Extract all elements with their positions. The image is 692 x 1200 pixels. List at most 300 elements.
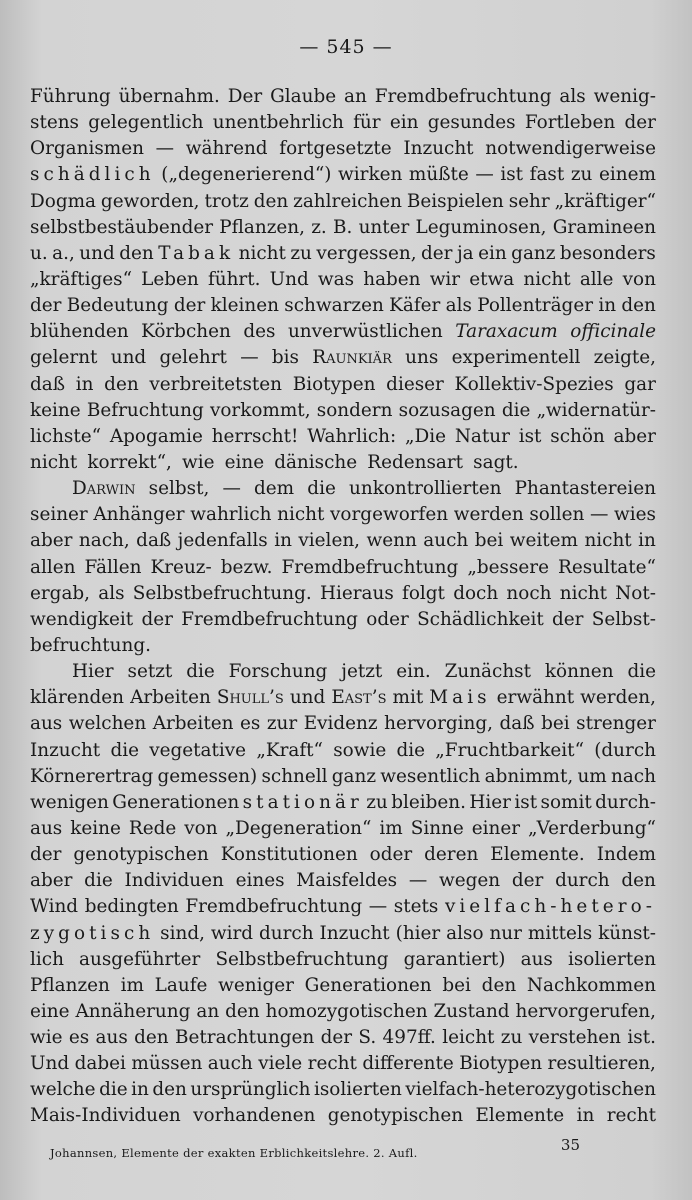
text-word: gelernt bbox=[30, 347, 98, 369]
text-word: auch bbox=[423, 530, 469, 552]
text-word: den bbox=[481, 974, 517, 996]
text-word: wie bbox=[30, 1027, 63, 1049]
text-word: nicht bbox=[584, 530, 632, 552]
text-word: durch- bbox=[595, 791, 656, 813]
text-line bbox=[30, 738, 656, 764]
text-word: um bbox=[577, 765, 607, 787]
text-word: ist bbox=[500, 164, 524, 186]
text-word: schädlich bbox=[30, 164, 155, 186]
text-word: B. bbox=[332, 216, 353, 238]
text-word: gar bbox=[624, 373, 656, 395]
text-word: Kollektiv-Spezies bbox=[454, 373, 614, 395]
text-line bbox=[30, 816, 656, 842]
text-word: aus bbox=[30, 817, 63, 839]
text-line bbox=[30, 1103, 656, 1129]
text-word: durch bbox=[259, 922, 314, 944]
text-word: vorhandenen bbox=[193, 1105, 316, 1127]
text-word: leicht bbox=[442, 1027, 495, 1049]
text-word: und bbox=[289, 687, 326, 709]
text-word: Selbstbefruchtung. bbox=[132, 582, 312, 604]
text-word: unter bbox=[358, 216, 410, 238]
text-line bbox=[30, 1025, 656, 1051]
text-word: sowie bbox=[333, 739, 387, 761]
text-word: wesentlich bbox=[380, 765, 481, 787]
text-word: z. bbox=[311, 216, 327, 238]
body-text bbox=[30, 84, 656, 1130]
text-word: ursprünglich bbox=[190, 1079, 311, 1101]
text-word: „Verderbung“ bbox=[528, 817, 656, 839]
text-word: Leben bbox=[141, 268, 199, 290]
text-word: etwa bbox=[469, 268, 515, 290]
text-line bbox=[30, 711, 656, 737]
text-line bbox=[30, 267, 656, 293]
text-word: „Die bbox=[405, 425, 447, 447]
text-word: wenn bbox=[366, 530, 417, 552]
text-word: „kräftiges“ bbox=[30, 268, 133, 290]
text-word: recht bbox=[606, 1105, 656, 1127]
text-word: die bbox=[186, 661, 215, 683]
text-word: gelehrt bbox=[159, 347, 227, 369]
text-word: des bbox=[243, 321, 276, 343]
text-word: — bbox=[589, 504, 609, 526]
text-word: „Fruchtbarkeit“ bbox=[435, 739, 584, 761]
text-word: zu bbox=[570, 164, 593, 186]
text-line bbox=[30, 894, 656, 920]
text-line bbox=[30, 84, 656, 110]
text-word: Inzucht bbox=[30, 739, 101, 761]
text-word: wenig- bbox=[593, 86, 656, 107]
text-word: experimentell bbox=[451, 347, 581, 369]
text-word: Inzucht bbox=[403, 138, 474, 160]
text-word: Fremdbefruchtung bbox=[374, 86, 552, 107]
text-word: übernahm. bbox=[118, 86, 220, 107]
text-word: wies bbox=[614, 504, 656, 526]
text-word: der bbox=[320, 1027, 353, 1049]
text-word: Apogamie bbox=[109, 425, 203, 447]
text-word: Raunkiär bbox=[312, 347, 392, 369]
text-word: Pflanzen bbox=[30, 974, 110, 996]
text-line bbox=[30, 502, 656, 528]
text-word: korrekt“, bbox=[87, 451, 172, 473]
text-word: „Kraft“ bbox=[256, 739, 323, 761]
text-word: ganz bbox=[511, 242, 556, 264]
text-word: welchen bbox=[68, 713, 147, 735]
text-word: im bbox=[120, 974, 144, 996]
text-word: isolierten bbox=[567, 948, 656, 970]
text-word: fortgesetzte bbox=[279, 138, 392, 160]
text-word: ein bbox=[478, 242, 507, 264]
text-word: aus bbox=[30, 713, 63, 735]
text-word: Fällen bbox=[84, 556, 142, 578]
text-word: im bbox=[379, 817, 403, 839]
text-word: (hier bbox=[395, 922, 441, 944]
text-word: genotypischen bbox=[327, 1105, 464, 1127]
text-word: Natur bbox=[454, 425, 510, 447]
text-word: Elemente bbox=[475, 1105, 565, 1127]
text-word: „bessere bbox=[467, 556, 549, 578]
text-word: eine bbox=[30, 1000, 70, 1022]
text-word: werden bbox=[453, 504, 524, 526]
text-word: und bbox=[79, 242, 115, 264]
text-word: — bbox=[155, 138, 175, 160]
text-word: wahrlich bbox=[190, 504, 272, 526]
text-word: dem bbox=[254, 478, 295, 500]
text-word: kleinen bbox=[210, 295, 279, 317]
text-word: strenger bbox=[576, 713, 656, 735]
text-line bbox=[30, 424, 656, 450]
text-word: zu bbox=[290, 242, 312, 264]
text-word: den bbox=[134, 1027, 169, 1049]
text-word: Arbeiten bbox=[152, 713, 234, 735]
text-word: Fremdbefruchtung bbox=[185, 896, 363, 918]
text-word: Selbst- bbox=[591, 608, 656, 630]
text-word: verbreitetsten bbox=[149, 373, 283, 395]
text-word: Hier bbox=[72, 661, 114, 683]
text-word: müßte bbox=[408, 164, 469, 186]
text-word: es bbox=[68, 1027, 90, 1049]
text-word: zu bbox=[366, 791, 388, 813]
text-word: eines bbox=[235, 870, 285, 892]
text-word: die bbox=[84, 870, 113, 892]
text-word: aber bbox=[30, 870, 73, 892]
text-word: Individuen bbox=[124, 870, 224, 892]
text-word: zur bbox=[266, 713, 298, 735]
text-word: für bbox=[353, 112, 381, 134]
text-word: führt. bbox=[207, 268, 261, 290]
text-line bbox=[30, 450, 656, 476]
text-word: oder bbox=[369, 844, 413, 866]
text-line bbox=[30, 476, 656, 502]
text-word: einem bbox=[599, 164, 656, 186]
text-word: vielen, bbox=[298, 530, 361, 552]
text-word: aus bbox=[520, 948, 553, 970]
text-word: in bbox=[131, 1079, 149, 1101]
text-word: Redensart bbox=[367, 451, 464, 473]
text-word: den bbox=[253, 190, 289, 212]
text-word: Selbstbefruchtung bbox=[215, 948, 389, 970]
text-word: den bbox=[621, 295, 656, 317]
text-word: Zunächst bbox=[444, 661, 531, 683]
text-word: S. bbox=[358, 1027, 377, 1049]
text-word: daß bbox=[30, 373, 66, 395]
text-line bbox=[30, 345, 656, 371]
text-word: bedingten bbox=[84, 896, 179, 918]
text-word: fast bbox=[529, 164, 565, 186]
text-word: zahlreichen bbox=[293, 190, 402, 212]
text-word: folgt bbox=[402, 582, 445, 604]
text-word: unkontrollierten bbox=[349, 478, 502, 500]
text-word: „widernatür- bbox=[536, 399, 656, 421]
text-word: wird bbox=[210, 922, 254, 944]
text-word: aber bbox=[613, 425, 656, 447]
text-line bbox=[30, 162, 656, 188]
text-word: Nachkommen bbox=[526, 974, 656, 996]
text-word: recht bbox=[307, 1053, 357, 1075]
text-word: der bbox=[421, 242, 453, 264]
text-word: Biotypen bbox=[292, 373, 376, 395]
text-word: „kräftiger“ bbox=[554, 190, 656, 212]
text-line bbox=[30, 110, 656, 136]
text-word: befruchtung. bbox=[30, 634, 151, 656]
text-word: und bbox=[110, 347, 147, 369]
text-word: „Degeneration“ bbox=[225, 817, 372, 839]
text-word: Dogma bbox=[30, 190, 96, 212]
text-word: viele bbox=[258, 1053, 303, 1075]
text-word: die bbox=[396, 739, 426, 761]
text-line bbox=[30, 241, 656, 267]
text-word: Rede bbox=[128, 817, 177, 839]
text-word: vorkommt, bbox=[209, 399, 311, 421]
text-word: Körnerertrag bbox=[30, 765, 154, 787]
text-word: an bbox=[344, 86, 367, 107]
text-word: gesundes bbox=[427, 112, 516, 134]
text-word: ist bbox=[518, 425, 542, 447]
text-word: 497ff. bbox=[382, 1027, 436, 1049]
text-word: East’s bbox=[331, 687, 387, 709]
text-word: bis bbox=[271, 347, 299, 369]
text-word: in bbox=[638, 530, 656, 552]
text-word: Mais-Individuen bbox=[30, 1105, 181, 1127]
text-word: Laufe bbox=[154, 974, 208, 996]
text-line bbox=[30, 764, 656, 790]
text-word: vielfach-heterozygotischen bbox=[405, 1079, 656, 1101]
text-word: verstehen bbox=[528, 1027, 622, 1049]
text-word: nach, bbox=[78, 530, 130, 552]
text-word: vorgeworfen bbox=[330, 504, 449, 526]
text-word: den bbox=[119, 242, 154, 264]
text-word: Generationen bbox=[112, 791, 240, 813]
text-word: deren bbox=[424, 844, 479, 866]
text-word: weitem bbox=[509, 530, 578, 552]
text-word: aus bbox=[95, 1027, 128, 1049]
text-word: dieser bbox=[386, 373, 444, 395]
text-word: können bbox=[544, 661, 614, 683]
text-word: jetzt bbox=[341, 661, 383, 683]
text-word: seiner bbox=[30, 504, 88, 526]
text-word: („degenerierend“) bbox=[161, 164, 332, 186]
text-word: Organismen bbox=[30, 138, 144, 160]
text-word: Befruchtung bbox=[86, 399, 204, 421]
text-word: uns bbox=[405, 347, 439, 369]
text-word: der bbox=[30, 295, 62, 317]
text-word: wir bbox=[429, 268, 461, 290]
text-line bbox=[30, 528, 656, 554]
text-word: — bbox=[368, 896, 388, 918]
text-word: bei bbox=[474, 530, 504, 552]
text-word: a., bbox=[52, 242, 75, 264]
text-word: Körbchen bbox=[141, 321, 231, 343]
text-line bbox=[30, 293, 656, 319]
text-word: setzt bbox=[127, 661, 173, 683]
text-word: Wahrlich: bbox=[307, 425, 397, 447]
text-word: Und bbox=[30, 1053, 70, 1075]
text-word: somit bbox=[540, 791, 592, 813]
text-word: zygotisch bbox=[30, 922, 155, 944]
text-line bbox=[30, 790, 656, 816]
text-word: die bbox=[307, 478, 336, 500]
text-word: Arbeiten bbox=[130, 687, 211, 709]
text-line bbox=[30, 973, 656, 999]
text-word: (durch bbox=[594, 739, 656, 761]
text-word: sagt. bbox=[473, 451, 519, 473]
text-word: hervorging, bbox=[384, 713, 493, 735]
text-word: Maisfeldes bbox=[296, 870, 398, 892]
text-word: stens bbox=[30, 112, 79, 134]
text-word: ausgeführter bbox=[79, 948, 201, 970]
text-word: auch bbox=[207, 1053, 253, 1075]
text-word: homozygotischen bbox=[265, 1000, 428, 1022]
text-line bbox=[30, 372, 656, 398]
text-word: zu bbox=[500, 1027, 523, 1049]
text-word: lich bbox=[30, 948, 64, 970]
text-word: in bbox=[75, 373, 94, 395]
text-word: Anhänger bbox=[93, 504, 185, 526]
text-word: werden, bbox=[580, 687, 656, 709]
text-word: aber bbox=[30, 530, 73, 552]
text-word: der bbox=[511, 870, 544, 892]
text-word: den bbox=[621, 870, 656, 892]
text-word: also bbox=[446, 922, 484, 944]
text-word: stationär bbox=[242, 791, 363, 813]
text-word: ist bbox=[514, 791, 538, 813]
text-line bbox=[30, 842, 656, 868]
text-word: an bbox=[196, 1000, 220, 1022]
text-word: doch bbox=[453, 582, 499, 604]
text-word: Schädlichkeit bbox=[417, 608, 544, 630]
text-word: mittels bbox=[527, 922, 593, 944]
text-word: klärenden bbox=[30, 687, 125, 709]
text-word: nicht bbox=[523, 268, 571, 290]
text-word: nach bbox=[610, 765, 656, 787]
text-word: vegetative bbox=[149, 739, 247, 761]
text-word: ergab, bbox=[30, 582, 91, 604]
text-word: Fremdbefruchtung bbox=[281, 556, 459, 578]
text-word: welche bbox=[30, 1079, 96, 1101]
text-word: schwarzen bbox=[284, 295, 384, 317]
text-word: Phantastereien bbox=[514, 478, 656, 500]
text-word: differente bbox=[362, 1053, 454, 1075]
text-word: von bbox=[184, 817, 218, 839]
text-word: resultieren, bbox=[547, 1053, 656, 1075]
text-word: Mais bbox=[429, 687, 491, 709]
text-word: sozusagen bbox=[398, 399, 496, 421]
text-word: Pollenträger bbox=[477, 295, 594, 317]
text-line bbox=[30, 581, 656, 607]
text-word: von bbox=[622, 268, 656, 290]
text-word: Kreuz- bbox=[150, 556, 212, 578]
text-line bbox=[30, 607, 656, 633]
text-word: den bbox=[152, 1079, 187, 1101]
text-word: in bbox=[274, 530, 292, 552]
text-word: Inzucht bbox=[319, 922, 390, 944]
text-word: Beispielen bbox=[406, 190, 504, 212]
text-word: — bbox=[222, 478, 241, 500]
text-word: Fortleben bbox=[524, 112, 616, 134]
text-word: sollen bbox=[529, 504, 585, 526]
text-word: durch bbox=[555, 870, 610, 892]
text-word: herrscht! bbox=[211, 425, 299, 447]
text-line bbox=[30, 633, 656, 659]
text-word: — bbox=[408, 870, 428, 892]
text-word: Fremdbefruchtung bbox=[181, 608, 358, 630]
text-word: unverwüstlichen bbox=[287, 321, 443, 343]
text-word: blühenden bbox=[30, 321, 129, 343]
text-word: gemessen) bbox=[157, 765, 258, 787]
text-word: sehr bbox=[508, 190, 550, 212]
text-word: stets bbox=[393, 896, 439, 918]
text-word: nicht bbox=[238, 242, 286, 264]
text-word: Annäherung bbox=[75, 1000, 191, 1022]
text-word: allen bbox=[30, 556, 76, 578]
text-word: Gramineen bbox=[552, 216, 656, 238]
text-word: ganz bbox=[331, 765, 377, 787]
text-word: Der bbox=[227, 86, 263, 107]
text-word: als bbox=[559, 86, 586, 107]
text-word: unentbehrlich bbox=[212, 112, 344, 134]
text-word: jedenfalls bbox=[177, 530, 268, 552]
text-word: der bbox=[141, 608, 173, 630]
text-word: als bbox=[445, 295, 472, 317]
text-word: Biotypen bbox=[459, 1053, 543, 1075]
text-word: ein. bbox=[396, 661, 431, 683]
text-word: keine bbox=[70, 817, 121, 839]
text-word: bezw. bbox=[220, 556, 273, 578]
text-line bbox=[30, 659, 656, 685]
text-word: den bbox=[225, 1000, 260, 1022]
text-line bbox=[30, 685, 656, 711]
text-line bbox=[30, 1051, 656, 1077]
text-word: schnell bbox=[261, 765, 328, 787]
text-word: ein bbox=[389, 112, 419, 134]
text-word: sind, bbox=[160, 922, 205, 944]
text-word: in bbox=[598, 295, 617, 317]
text-word: nicht bbox=[559, 582, 607, 604]
text-line bbox=[30, 947, 656, 973]
text-word: besonders bbox=[559, 242, 656, 264]
text-word: vergessen, bbox=[316, 242, 417, 264]
text-word: isolierten bbox=[313, 1079, 402, 1101]
text-word: — bbox=[240, 347, 259, 369]
text-word: Betrachtungen bbox=[174, 1027, 315, 1049]
text-word: selbstbestäubender bbox=[30, 216, 214, 238]
text-word: die bbox=[501, 399, 531, 421]
text-word: der bbox=[624, 112, 656, 134]
page-number: — 545 — bbox=[299, 36, 393, 58]
text-word: was bbox=[317, 268, 355, 290]
text-word: Konstitutionen bbox=[220, 844, 358, 866]
text-line bbox=[30, 868, 656, 894]
text-word: oder bbox=[366, 608, 409, 630]
text-word: trotz bbox=[204, 190, 249, 212]
text-word: die bbox=[627, 661, 656, 683]
text-word: — bbox=[475, 164, 494, 186]
text-line bbox=[30, 999, 656, 1025]
text-word: Hier bbox=[469, 791, 511, 813]
text-word: Führung bbox=[30, 86, 111, 107]
text-word: wenigen bbox=[30, 791, 109, 813]
text-word: wirken bbox=[338, 164, 403, 186]
text-word: Glaube bbox=[270, 86, 337, 107]
text-word: hervorgerufen, bbox=[515, 1000, 656, 1022]
text-word: in bbox=[576, 1105, 595, 1127]
text-word: Bedeutung bbox=[66, 295, 169, 317]
text-word: officinale bbox=[570, 321, 656, 343]
text-word: daß bbox=[499, 713, 535, 735]
text-line bbox=[30, 1077, 656, 1103]
text-word: Zustand bbox=[433, 1000, 510, 1022]
text-line bbox=[30, 136, 656, 162]
text-word: Käfer bbox=[389, 295, 441, 317]
